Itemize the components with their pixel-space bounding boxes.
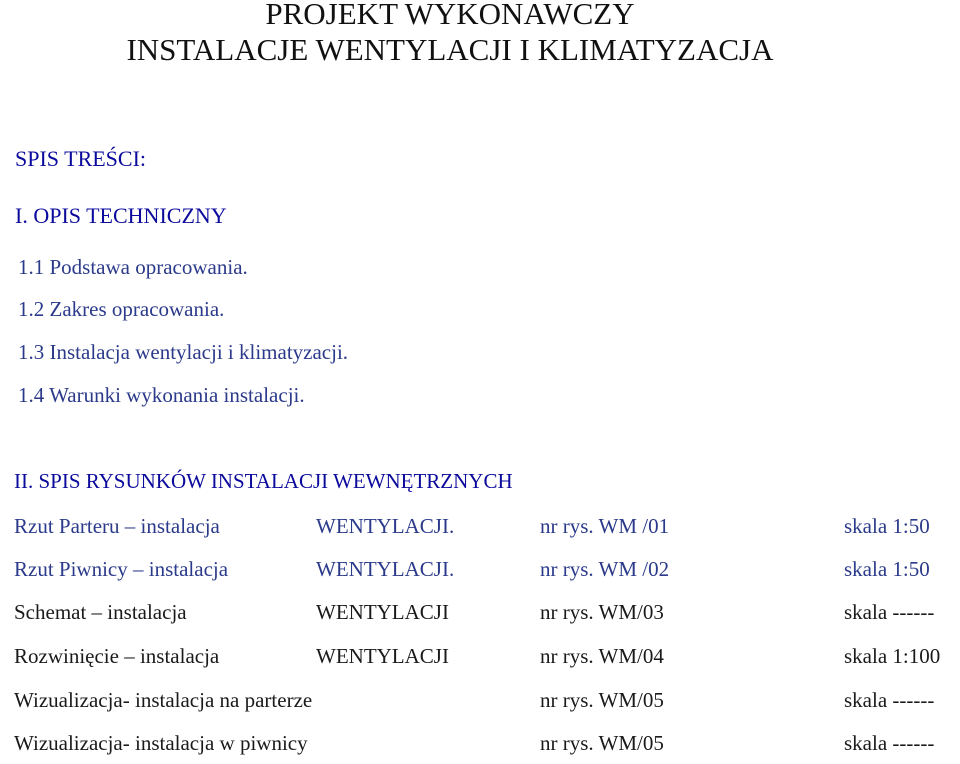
document-title-line-1: PROJEKT WYKONAWCZY xyxy=(265,0,635,31)
drawing-number: nr rys. WM /02 xyxy=(540,557,670,581)
drawing-row xyxy=(0,731,960,761)
drawing-name: Rzut Piwnicy – instalacja xyxy=(14,557,229,581)
drawing-type: WENTYLACJI. xyxy=(316,557,455,581)
drawing-row xyxy=(0,688,960,718)
section-1-heading: I. OPIS TECHNICZNY xyxy=(15,203,227,228)
drawing-scale: skala ------ xyxy=(844,688,935,712)
drawing-scale: skala 1:50 xyxy=(844,514,930,538)
drawing-number: nr rys. WM/05 xyxy=(540,688,664,712)
drawing-name: Rozwinięcie – instalacja xyxy=(14,644,220,668)
drawing-number: nr rys. WM/05 xyxy=(540,731,664,755)
drawing-type: WENTYLACJI. xyxy=(316,514,455,538)
drawing-scale: skala ------ xyxy=(844,600,935,624)
drawing-number: nr rys. WM/03 xyxy=(540,600,664,624)
drawing-row xyxy=(0,600,960,630)
drawing-row xyxy=(0,644,960,674)
drawing-type: WENTYLACJI xyxy=(316,644,449,668)
drawing-row xyxy=(0,514,960,544)
drawing-name: Wizualizacja- instalacja na parterze xyxy=(14,688,313,712)
toc-item: 1.2 Zakres opracowania. xyxy=(18,297,225,321)
document-title-line-2: INSTALACJE WENTYLACJI I KLIMATYZACJA xyxy=(126,32,774,67)
toc-item: 1.4 Warunki wykonania instalacji. xyxy=(18,383,305,407)
drawing-row xyxy=(0,557,960,587)
toc-item: 1.3 Instalacja wentylacji i klimatyzacji. xyxy=(18,340,349,364)
drawing-scale: skala 1:50 xyxy=(844,557,930,581)
drawing-name: Rzut Parteru – instalacja xyxy=(14,514,220,538)
drawing-name: Wizualizacja- instalacja w piwnicy xyxy=(14,731,308,755)
drawing-scale: skala ------ xyxy=(844,731,935,755)
drawing-scale: skala 1:100 xyxy=(844,644,941,668)
drawing-type: WENTYLACJI xyxy=(316,600,449,624)
section-2-heading: II. SPIS RYSUNKÓW INSTALACJI WEWNĘTRZNYCH xyxy=(14,469,513,493)
toc-title: SPIS TREŚCI: xyxy=(15,146,147,171)
toc-item: 1.1 Podstawa opracowania. xyxy=(18,255,248,279)
drawing-number: nr rys. WM/04 xyxy=(540,644,664,668)
drawing-number: nr rys. WM /01 xyxy=(540,514,670,538)
drawing-name: Schemat – instalacja xyxy=(14,600,187,624)
